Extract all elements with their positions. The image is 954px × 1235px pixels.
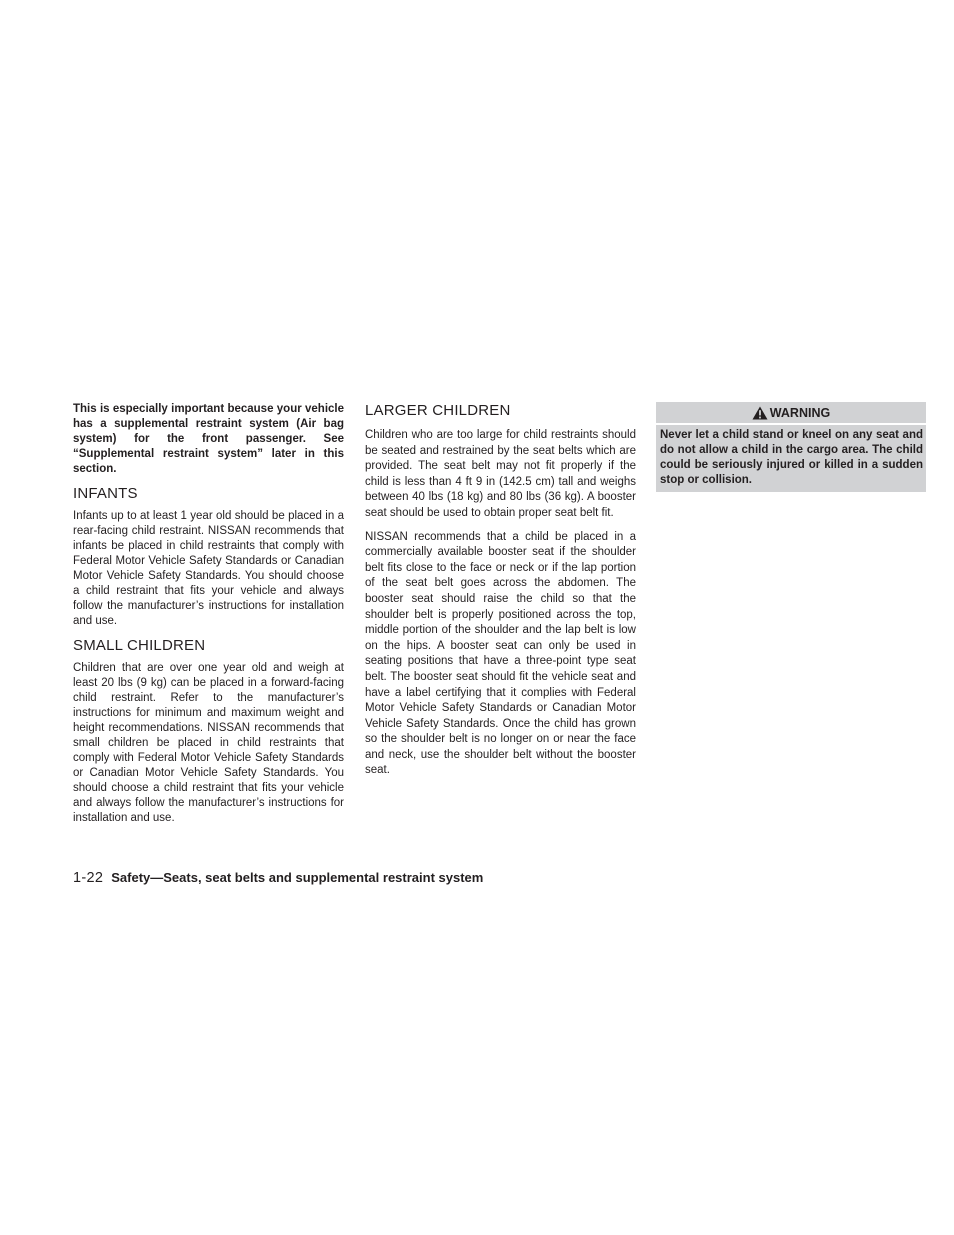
middle-column [365, 402, 636, 779]
page-number: 1-22 [73, 870, 104, 886]
booster-seat-paragraph: NISSAN recommends that a child be placed in a commercially available booster seat if the shoulder belt fits close to the face or neck or if the lap portion of the seat belt goes across the abdomen. The booster seat should raise the child so that the shoulder belt is properly positioned across the top, middle portion of the shoulder and the lap belt is low on the hips. A booster seat can only be used in seating positions that have a three-point type seat belt. The booster seat should fit the vehicle seat and have a label certifying that it complies with Federal Motor Vehicle Safety Standards or Canadian Motor Vehicle Safety Standards. Once the child has grown so the shoulder belt is no longer on or near the face and neck, use the shoulder belt without the booster seat. [365, 530, 636, 777]
warning-text: Never let a child stand or kneel on any seat and do not allow a child in the cargo area. The child could be seriously injured or killed in a sudden stop or collision. [660, 429, 923, 486]
warning-title: WARNING [769, 405, 831, 420]
infants-heading: INFANTS [73, 485, 138, 502]
small-children-paragraph: Children that are over one year old and weigh at least 20 lbs (9 kg) can be placed in a forward-facing child restraint. Refer to the manufacturer’s instructions for minimum and maximum weight and height recommendations. NISSAN recommends that small children be placed in child restraints that comply with Federal Motor Vehicle Safety Standards or Canadian Motor Vehicle Safety Standards. You should choose a child restraint that fits your vehicle and always follow the manufacturer’s instructions for installation and use. [73, 662, 344, 824]
warning-header [656, 402, 926, 425]
right-column [656, 402, 927, 492]
larger-children-heading: LARGER CHILDREN [365, 402, 511, 419]
page-footer [73, 870, 483, 886]
larger-children-paragraph: Children who are too large for child restraints should be seated and restrained by the seat belts which are provided. The seat belt may not fit properly if the child is less than 4 ft 9 in (142.5 cm) tall and weighs between 40 lbs (18 kg) and 80 lbs (36 kg). A booster seat should be used to obtain proper seat belt fit. [365, 429, 636, 519]
warning-triangle-icon [752, 406, 768, 420]
small-children-heading: SMALL CHILDREN [73, 637, 206, 654]
section-title: Safety—Seats, seat belts and supplemental restraint system [111, 870, 484, 885]
warning-box [656, 402, 926, 492]
infants-paragraph: Infants up to at least 1 year old should be placed in a rear-facing child restraint. NISSAN recommends that infants be placed in child restraints that comply with Federal Motor Vehicle Safety Standards or Canadian Motor Vehicle Safety Standards. You should choose a child restraint that fits your vehicle and always follow the manufacturer’s instructions for installation and use. [73, 510, 344, 627]
intro-note: This is especially important because your vehicle has a supplemental restraint system (Air bag system) for the front passenger. See “Supplemental restraint system” later in this section. [73, 403, 344, 475]
left-column [73, 402, 344, 826]
